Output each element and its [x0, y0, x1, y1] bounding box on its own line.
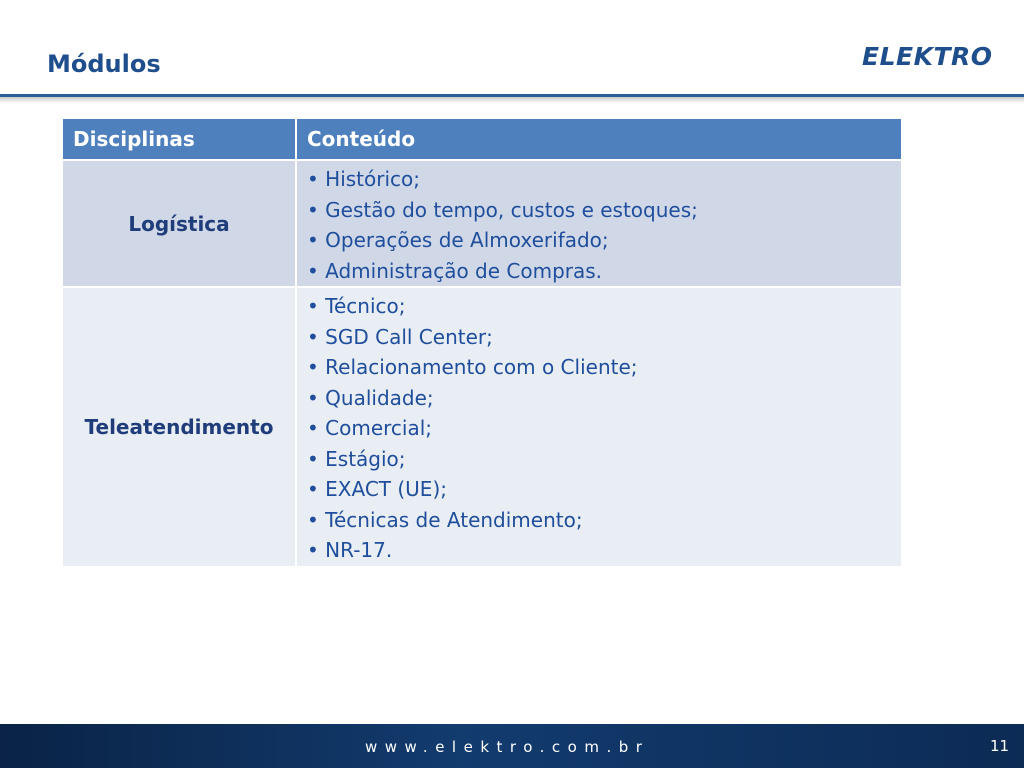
content-item: • Administração de Compras. — [307, 258, 603, 283]
content-item: • SGD Call Center; — [307, 324, 493, 349]
content-item: • Histórico; — [307, 167, 420, 191]
modules-table — [61, 117, 903, 568]
content-cell — [296, 287, 902, 567]
table-row-logistica — [62, 160, 902, 287]
content-item: • Gestão do tempo, custos e estoques; — [307, 197, 698, 222]
footer-url: www.elektro.com.br — [365, 738, 650, 756]
content-cell — [296, 160, 902, 287]
page-number: 11 — [990, 737, 1010, 755]
header-divider-shadow — [0, 97, 1024, 103]
content-item: • Relacionamento com o Cliente; — [307, 355, 638, 379]
column-header-conteudo: Conteúdo — [296, 118, 902, 160]
content-item: • Técnicas de Atendimento; — [307, 507, 583, 532]
slide-title: Módulos — [47, 50, 161, 78]
elektro-logo: ELEKTRO — [862, 42, 993, 71]
discipline-cell: Logística — [62, 160, 296, 287]
content-item: • NR-17. — [307, 538, 393, 562]
content-item: • Qualidade; — [307, 385, 434, 410]
table-row-teleatendimento — [62, 287, 902, 567]
content-item: • Técnico; — [307, 294, 406, 318]
column-header-disciplinas: Disciplinas — [62, 118, 296, 160]
table-header-row — [62, 118, 902, 160]
content-item: • EXACT (UE); — [307, 477, 447, 501]
content-item: • Comercial; — [307, 416, 433, 440]
discipline-cell: Teleatendimento — [62, 287, 296, 567]
content-item: • Estágio; — [307, 446, 406, 471]
content-item: • Operações de Almoxerifado; — [307, 228, 609, 252]
